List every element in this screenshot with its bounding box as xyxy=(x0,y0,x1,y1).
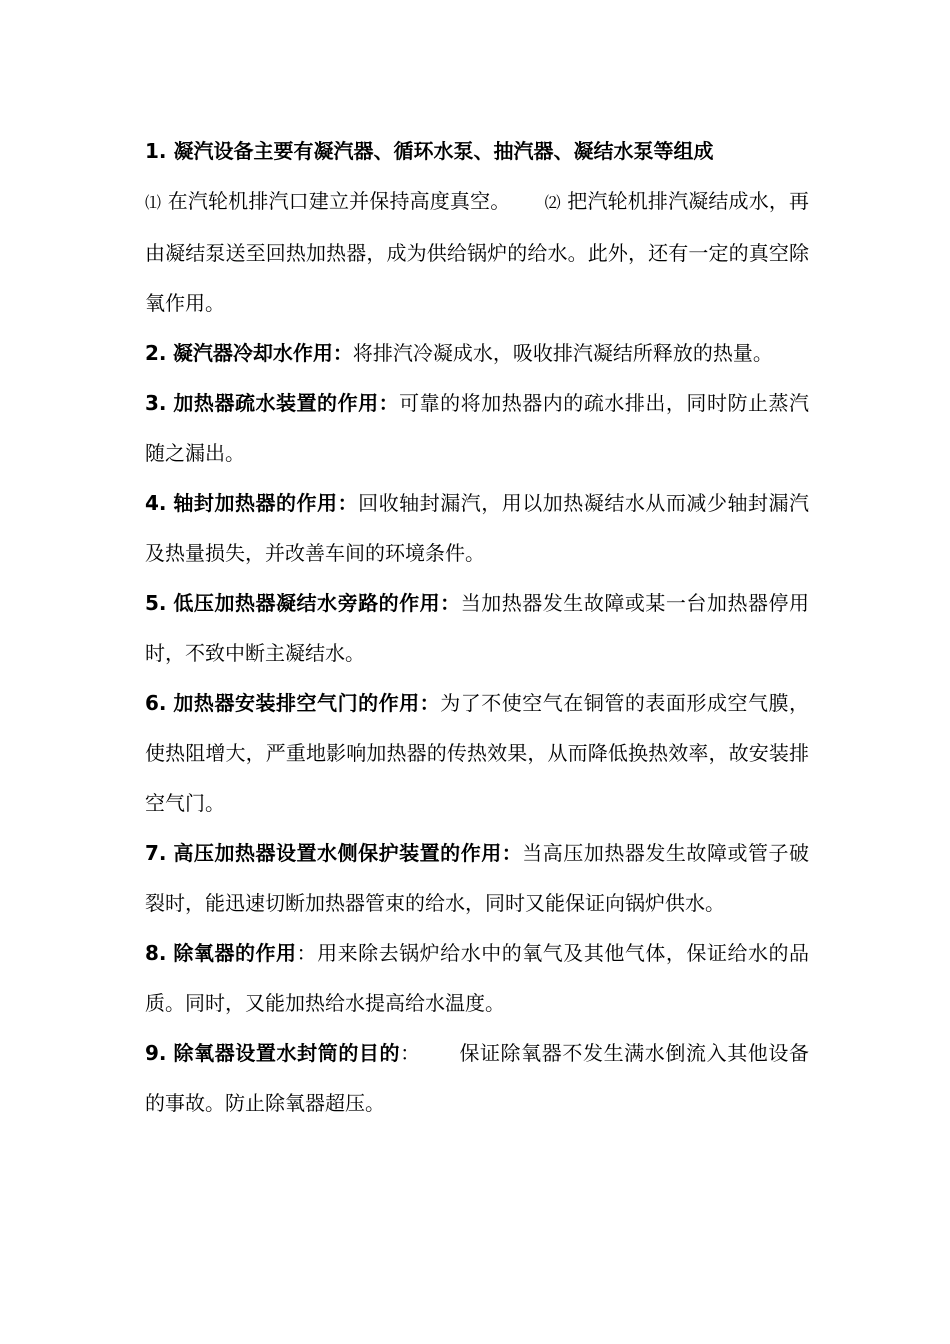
item-label: 加热器疏水装置的作用 xyxy=(173,391,379,415)
list-marker: ⑴ xyxy=(145,193,162,212)
item-separator: ： xyxy=(337,491,359,515)
item-separator: ： xyxy=(440,591,461,615)
item-number: 8. xyxy=(145,941,167,965)
item-separator: ： xyxy=(296,941,318,965)
item-title: 凝汽设备主要有凝汽器、循环水泵、抽汽器、凝结水泵等组成 xyxy=(173,139,714,163)
item-label: 轴封加热器的作用 xyxy=(173,491,338,515)
item-text: 将排汽冷凝成水，吸收排汽凝结所释放的热量。 xyxy=(352,341,773,365)
document-body xyxy=(145,126,809,1128)
item-4 xyxy=(145,478,809,578)
item-1-body xyxy=(145,176,809,328)
item-text: 当高压加热器发生故障或管子破裂时，能迅速切断加热器管束的给水，同时又能保证向锅炉供水。 xyxy=(145,841,810,915)
item-1-heading xyxy=(145,126,809,176)
item-separator: ： xyxy=(378,391,400,415)
item-text: 在汽轮机排汽口建立并保持高度真空。 xyxy=(167,189,511,213)
item-separator: ： xyxy=(400,1041,421,1065)
item-text: 可靠的将加热器内的疏水排出，同时防止蒸汽随之漏出。 xyxy=(145,391,810,465)
item-number: 1. xyxy=(145,139,167,163)
item-label: 高压加热器设置水侧保护装置的作用 xyxy=(173,841,502,865)
item-label: 加热器安装排空气门的作用 xyxy=(173,691,420,715)
item-number: 2. xyxy=(145,341,167,365)
item-label: 凝汽器冷却水作用 xyxy=(172,341,333,365)
item-3 xyxy=(145,378,809,478)
item-2 xyxy=(145,328,809,378)
item-separator: ： xyxy=(332,341,353,365)
item-9 xyxy=(145,1028,809,1128)
list-marker: ⑵ xyxy=(544,193,561,212)
item-separator: ： xyxy=(419,691,441,715)
item-text: 当加热器发生故障或某一台加热器停用时，不致中断主凝结水。 xyxy=(145,591,810,665)
item-number: 9. xyxy=(145,1041,167,1065)
item-number: 7. xyxy=(145,841,167,865)
item-number: 4. xyxy=(145,491,167,515)
item-label: 除氧器的作用 xyxy=(173,941,297,965)
item-text: 保证除氧器不发生满水倒流入其他设备的事故。防止除氧器超压。 xyxy=(145,1041,810,1115)
item-6 xyxy=(145,678,809,828)
item-5 xyxy=(145,578,809,678)
item-number: 3. xyxy=(145,391,167,415)
item-number: 6. xyxy=(145,691,167,715)
item-text: 用来除去锅炉给水中的氧气及其他气体，保证给水的品质。同时，又能加热给水提高给水温度。 xyxy=(145,941,810,1015)
item-label: 除氧器设置水封筒的目的 xyxy=(173,1041,401,1065)
item-number: 5. xyxy=(145,591,167,615)
item-separator: ： xyxy=(501,841,523,865)
item-8 xyxy=(145,928,809,1028)
item-text: 把汽轮机排汽凝结成水，再由凝结泵送至回热加热器，成为供给锅炉的给水。此外，还有一定的真空除氧作用。 xyxy=(145,189,810,315)
item-7 xyxy=(145,828,809,928)
item-label: 低压加热器凝结水旁路的作用 xyxy=(173,591,441,615)
item-text: 回收轴封漏汽，用以加热凝结水从而减少轴封漏汽及热量损失，并改善车间的环境条件。 xyxy=(145,491,810,565)
item-text: 为了不使空气在铜管的表面形成空气膜，使热阻增大，严重地影响加热器的传热效果，从而降低换热效率，故安装排空气门。 xyxy=(145,691,810,815)
